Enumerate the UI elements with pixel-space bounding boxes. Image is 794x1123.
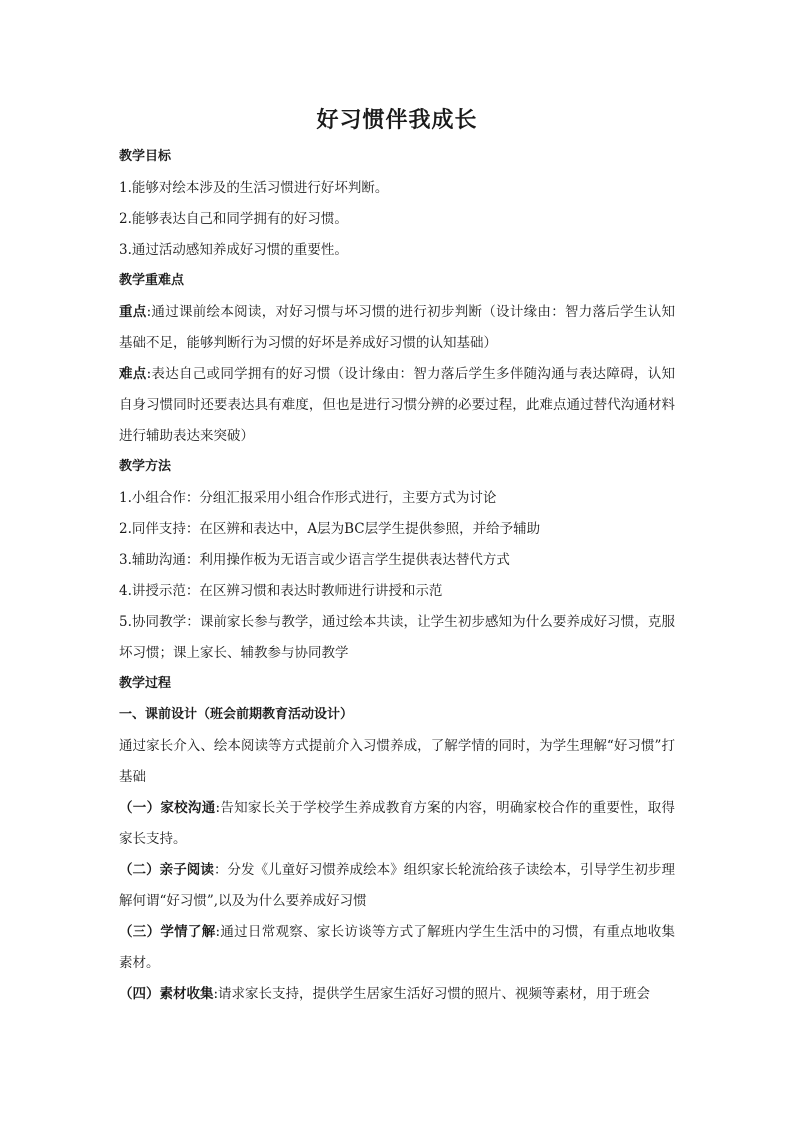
focus-text: :通过课前绘本阅读，对好习惯与坏习惯的进行初步判断（设计缘由：智力落后学生认知基础不足，能够判断行为习惯的好坏是养成好习惯的认知基础） bbox=[119, 304, 675, 351]
difficulty-text: :表达自己或同学拥有的好习惯（设计缘由：智力落后学生多伴随沟通与表达障碍，认知自身习惯同时还要表达具有难度，但也是进行习惯分辨的必要过程，此难点通过替代沟通材料进行辅助表达来突破） bbox=[119, 366, 675, 444]
process-step bbox=[119, 793, 675, 855]
step-label: （四）素材收集 bbox=[119, 986, 214, 1002]
step-label: （三）学情了解 bbox=[119, 924, 216, 940]
goals-heading: 教学目标 bbox=[119, 149, 172, 164]
method-item: 1.小组合作：分组汇报采用小组合作形式进行，主要方式为讨论 bbox=[119, 490, 497, 506]
method-item: 3.辅助沟通：利用操作板为无语言或少语言学生提供表达替代方式 bbox=[119, 552, 510, 568]
focus-paragraph bbox=[119, 297, 675, 359]
methods-heading: 教学方法 bbox=[119, 459, 172, 474]
difficulty-label: 难点 bbox=[119, 366, 147, 382]
step-text: :通过日常观察、家长访谈等方式了解班内学生生活中的习惯，有重点地收集素材。 bbox=[119, 924, 675, 971]
step-text: :告知家长关于学校学生养成教育方案的内容，明确家校合作的重要性，取得家长支持。 bbox=[119, 800, 675, 847]
step-label: （二）亲子阅读 bbox=[119, 862, 214, 878]
process-step bbox=[119, 855, 675, 917]
keypoints-heading: 教学重难点 bbox=[119, 273, 185, 288]
process-step bbox=[119, 979, 675, 1010]
step-label: （一）家校沟通 bbox=[119, 800, 216, 816]
goal-item: 2.能够表达自己和同学拥有的好习惯。 bbox=[119, 211, 348, 227]
process-step bbox=[119, 917, 675, 979]
difficulty-paragraph bbox=[119, 359, 675, 452]
process-intro: 通过家长介入、绘本阅读等方式提前介入习惯养成，了解学情的同时，为学生理解“好习惯”打基础 bbox=[119, 738, 675, 785]
step-text: :请求家长支持，提供学生居家生活好习惯的照片、视频等素材，用于班会 bbox=[213, 986, 651, 1002]
goal-item: 3.通过活动感知养成好习惯的重要性。 bbox=[119, 242, 348, 258]
document-body bbox=[119, 146, 675, 1010]
step-text: ：分发《儿童好习惯养成绘本》组织家长轮流给孩子读绘本，引导学生初步理解何谓“好习惯”,以及为什么要养成好习惯 bbox=[119, 862, 675, 909]
method-item: 2.同伴支持：在区辨和表达中，A层为BC层学生提供参照，并给予辅助 bbox=[119, 521, 541, 537]
goal-item: 1.能够对绘本涉及的生活习惯进行好坏判断。 bbox=[119, 180, 389, 196]
process-section-1: 一、课前设计（班会前期教育活动设计） bbox=[119, 707, 354, 722]
process-heading: 教学过程 bbox=[119, 676, 172, 691]
method-item: 4.讲授示范：在区辨习惯和表达时教师进行讲授和示范 bbox=[119, 583, 443, 599]
method-item: 5.协同教学：课前家长参与教学，通过绘本共读，让学生初步感知为什么要养成好习惯，克服坏习惯；课上家长、辅教参与协同教学 bbox=[119, 614, 675, 661]
document-title: 好习惯伴我成长 bbox=[316, 108, 478, 133]
focus-label: 重点 bbox=[119, 304, 147, 320]
